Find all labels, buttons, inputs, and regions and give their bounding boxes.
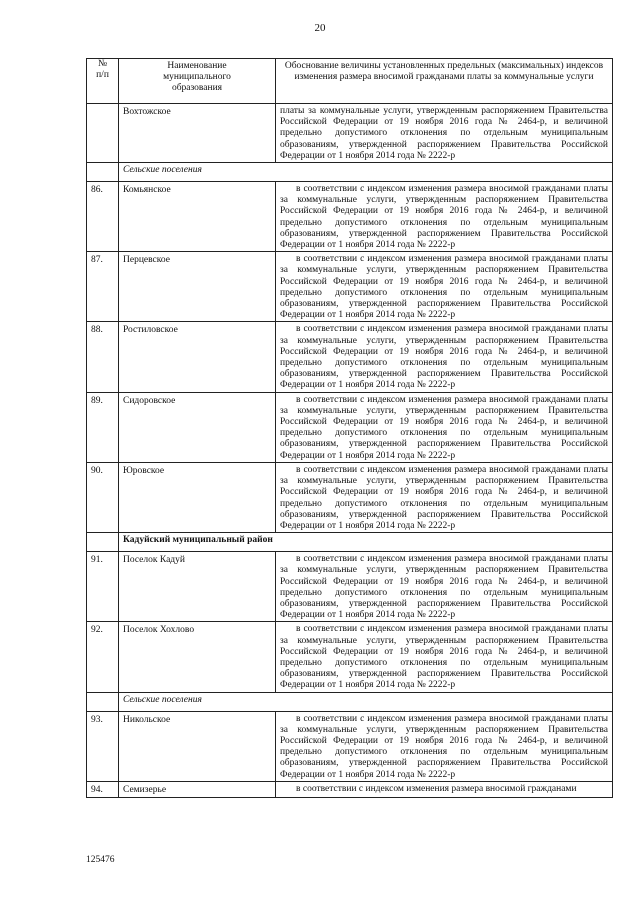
header-text-label: Обоснование величины установленных предельных (максимальных) индексов изменения размера вносимой гражданами платы за коммунальные услуги (284, 61, 604, 82)
row-name: Поселок Кадуй (119, 552, 276, 622)
table-row (87, 392, 613, 462)
header-text (276, 59, 613, 104)
row-num: 88. (87, 322, 119, 392)
table-row (87, 252, 613, 322)
header-num (87, 59, 119, 104)
document-code: 125476 (86, 855, 115, 865)
row-num (87, 104, 119, 163)
row-text: в соответствии с индексом изменения размера вносимой гражданами платы за коммунальные услуги, утвержденным распоряжением Правительства Российской Федерации от 19 ноября 2016 года № 2464-р, и величиной предельно допустимого отклонения по отдельным муниципальным образованиям, утвержденной распоряжением Правительства Российской Федерации от 1 ноября 2014 года № 2222-р (276, 622, 613, 692)
row-num: 94. (87, 781, 119, 797)
table-row (87, 781, 613, 797)
table-row (87, 462, 613, 532)
row-num: 91. (87, 552, 119, 622)
table-row (87, 104, 613, 163)
table-row (87, 182, 613, 252)
row-text: в соответствии с индексом изменения размера вносимой гражданами (276, 781, 613, 797)
row-name: Никольское (119, 711, 276, 781)
page-number: 20 (314, 22, 326, 34)
section-row (87, 692, 613, 711)
row-num: 93. (87, 711, 119, 781)
municipalities-table (86, 58, 613, 798)
row-num: 87. (87, 252, 119, 322)
row-num: 90. (87, 462, 119, 532)
table-row (87, 711, 613, 781)
row-text: в соответствии с индексом изменения размера вносимой гражданами платы за коммунальные услуги, утвержденным распоряжением Правительства Российской Федерации от 19 ноября 2016 года № 2464-р, и величиной предельно допустимого отклонения по отдельным муниципальным образованиям, утвержденной распоряжением Правительства Российской Федерации от 1 ноября 2014 года № 2222-р (276, 322, 613, 392)
table-row (87, 622, 613, 692)
row-text: в соответствии с индексом изменения размера вносимой гражданами платы за коммунальные услуги, утвержденным распоряжением Правительства Российской Федерации от 19 ноября 2016 года № 2464-р, и величиной предельно допустимого отклонения по отдельным муниципальным образованиям, утвержденной распоряжением Правительства Российской Федерации от 1 ноября 2014 года № 2222-р (276, 462, 613, 532)
header-name-label: Наименование муниципального образования (163, 61, 231, 93)
row-num: 86. (87, 182, 119, 252)
district-row (87, 533, 613, 552)
row-text: платы за коммунальные услуги, утвержденным распоряжением Правительства Российской Федерации от 19 ноября 2016 года № 2464-р, и величиной предельно допустимого отклонения по отдельным муниципальным образованиям, утвержденной распоряжением Правительства Российской Федерации от 1 ноября 2014 года № 2222-р (276, 104, 613, 163)
table-row (87, 552, 613, 622)
section-row (87, 163, 613, 182)
row-name: Ростиловское (119, 322, 276, 392)
row-text: в соответствии с индексом изменения размера вносимой гражданами платы за коммунальные услуги, утвержденным распоряжением Правительства Российской Федерации от 19 ноября 2016 года № 2464-р, и величиной предельно допустимого отклонения по отдельным муниципальным образованиям, утвержденной распоряжением Правительства Российской Федерации от 1 ноября 2014 года № 2222-р (276, 552, 613, 622)
table-row (87, 322, 613, 392)
header-num-label: № п/п (96, 59, 109, 80)
row-num: 89. (87, 392, 119, 462)
row-text: в соответствии с индексом изменения размера вносимой гражданами платы за коммунальные услуги, утвержденным распоряжением Правительства Российской Федерации от 19 ноября 2016 года № 2464-р, и величиной предельно допустимого отклонения по отдельным муниципальным образованиям, утвержденной распоряжением Правительства Российской Федерации от 1 ноября 2014 года № 2222-р (276, 711, 613, 781)
row-name: Юровское (119, 462, 276, 532)
row-name: Комьянское (119, 182, 276, 252)
row-num: 92. (87, 622, 119, 692)
row-name: Поселок Хохлово (119, 622, 276, 692)
row-text: в соответствии с индексом изменения размера вносимой гражданами платы за коммунальные услуги, утвержденным распоряжением Правительства Российской Федерации от 19 ноября 2016 года № 2464-р, и величиной предельно допустимого отклонения по отдельным муниципальным образованиям, утвержденной распоряжением Правительства Российской Федерации от 1 ноября 2014 года № 2222-р (276, 182, 613, 252)
header-name (119, 59, 276, 104)
row-name: Семизерье (119, 781, 276, 797)
row-name: Вохтожское (119, 104, 276, 163)
row-name: Перцевское (119, 252, 276, 322)
row-text: в соответствии с индексом изменения размера вносимой гражданами платы за коммунальные услуги, утвержденным распоряжением Правительства Российской Федерации от 19 ноября 2016 года № 2464-р, и величиной предельно допустимого отклонения по отдельным муниципальным образованиям, утвержденной распоряжением Правительства Российской Федерации от 1 ноября 2014 года № 2222-р (276, 252, 613, 322)
section-label: Сельские поселения (119, 692, 613, 711)
row-name: Сидоровское (119, 392, 276, 462)
district-label: Кадуйский муниципальный район (119, 533, 613, 552)
section-label: Сельские поселения (119, 163, 613, 182)
row-text: в соответствии с индексом изменения размера вносимой гражданами платы за коммунальные услуги, утвержденным распоряжением Правительства Российской Федерации от 19 ноября 2016 года № 2464-р, и величиной предельно допустимого отклонения по отдельным муниципальным образованиям, утвержденной распоряжением Правительства Российской Федерации от 1 ноября 2014 года № 2222-р (276, 392, 613, 462)
table-header-row (87, 59, 613, 104)
